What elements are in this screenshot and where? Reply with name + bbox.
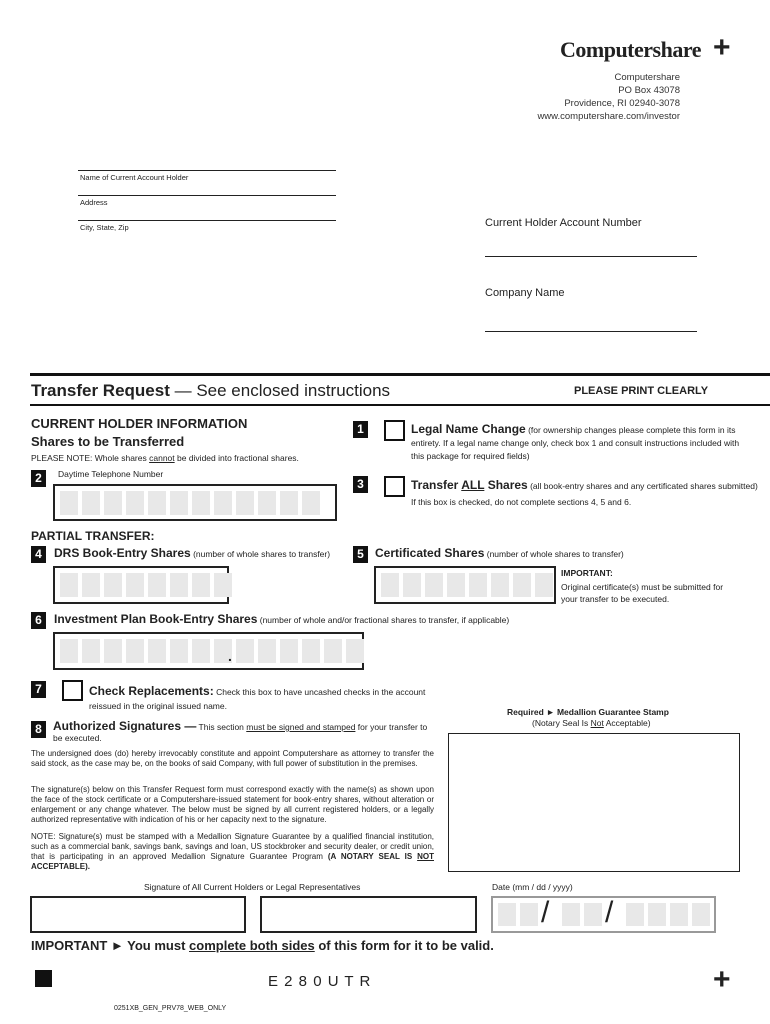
form-title bbox=[31, 381, 390, 401]
account-number-line[interactable] bbox=[485, 256, 697, 257]
address-line: www.computershare.com/investor bbox=[537, 111, 680, 122]
medallion-note-bold-u: NOT bbox=[417, 852, 434, 861]
drs-shares-title: DRS Book-Entry Shares bbox=[54, 546, 191, 560]
check-replacements-desc: Check this box to have uncashed checks in the account reissued in the original issued name. bbox=[89, 687, 426, 711]
investment-plan-desc: (number of whole and/or fractional shares to transfer, if applicable) bbox=[257, 615, 510, 625]
important-pre: IMPORTANT ► You must bbox=[31, 938, 190, 953]
signature-label: Signature of All Current Holders or Legal Representatives bbox=[144, 882, 361, 892]
digit-cell bbox=[170, 573, 188, 597]
current-holder-heading: CURRENT HOLDER INFORMATION bbox=[31, 416, 248, 431]
medallion-note-bold-pre: (A NOTARY SEAL IS bbox=[327, 852, 418, 861]
certificated-important-text: Original certificate(s) must be submitted for your transfer to be executed. bbox=[561, 582, 724, 604]
section-4-number: 4 bbox=[31, 546, 46, 563]
transfer-all-u: ALL bbox=[461, 478, 485, 492]
investment-plan-fraction-cells bbox=[236, 639, 364, 663]
medallion-note-bold-post: ACCEPTABLE). bbox=[31, 862, 90, 871]
digit-cell bbox=[302, 639, 320, 663]
appointment-paragraph: The undersigned does (do) hereby irrevocably constitute and appoint Computershare as attorney to transfer the said stock, as the case may be, on the books of said Company, with full power of substitution in the premises. bbox=[31, 749, 434, 768]
telephone-cells bbox=[60, 491, 320, 515]
section-3-number: 3 bbox=[353, 476, 368, 493]
fractional-note-post: be divided into fractional shares. bbox=[174, 453, 299, 463]
name-label: Name of Current Account Holder bbox=[80, 173, 189, 182]
digit-cell bbox=[170, 491, 188, 515]
digit-cell bbox=[670, 903, 688, 926]
digit-cell bbox=[498, 903, 516, 926]
digit-cell bbox=[562, 903, 580, 926]
address-label: Address bbox=[80, 198, 108, 207]
digit-cell bbox=[648, 903, 666, 926]
transfer-all-text bbox=[411, 478, 756, 492]
date-year-cells bbox=[626, 903, 710, 926]
digit-cell bbox=[82, 573, 100, 597]
decimal-point: . bbox=[228, 648, 232, 664]
digit-cell bbox=[403, 573, 421, 597]
date-month-cells bbox=[498, 903, 538, 926]
print-clearly: PLEASE PRINT CLEARLY bbox=[574, 385, 709, 397]
notary-not-acceptable bbox=[532, 718, 651, 728]
city-label: City, State, Zip bbox=[80, 223, 129, 232]
digit-cell bbox=[148, 639, 166, 663]
transfer-all-post: Shares bbox=[484, 478, 528, 492]
investment-plan-title: Investment Plan Book-Entry Shares bbox=[54, 612, 258, 626]
footer-small-code: 0251XB_GEN_PRV78_WEB_ONLY bbox=[114, 1005, 227, 1012]
form-title-rest: — See enclosed instructions bbox=[169, 381, 391, 400]
check-replacements-checkbox[interactable] bbox=[62, 680, 83, 701]
company-name-label: Company Name bbox=[485, 287, 565, 299]
date-slash-2: / bbox=[605, 896, 614, 929]
authorized-signatures-pre: This section bbox=[196, 722, 247, 732]
digit-cell bbox=[381, 573, 399, 597]
telephone-label: Daytime Telephone Number bbox=[58, 469, 164, 479]
important-post: of this form for it to be valid. bbox=[314, 938, 494, 953]
legal-name-change-title: Legal Name Change bbox=[411, 422, 526, 436]
notary-post: Acceptable) bbox=[603, 718, 651, 728]
form-code: E 2 8 0 U T R bbox=[268, 973, 372, 990]
drs-shares-desc: (number of whole shares to transfer) bbox=[190, 549, 331, 559]
digit-cell bbox=[302, 491, 320, 515]
digit-cell bbox=[236, 639, 254, 663]
transfer-all-note: If this box is checked, do not complete sections 4, 5 and 6. bbox=[411, 497, 632, 507]
digit-cell bbox=[425, 573, 443, 597]
digit-cell bbox=[148, 491, 166, 515]
digit-cell bbox=[520, 903, 538, 926]
authorized-signatures-text bbox=[53, 721, 438, 744]
form-title-bold: Transfer Request bbox=[31, 381, 170, 400]
address-line: Providence, RI 02940-3078 bbox=[564, 98, 680, 109]
section-6-number: 6 bbox=[31, 612, 46, 629]
digit-cell bbox=[280, 491, 298, 515]
authorized-signatures-post: for your transfer to be executed. bbox=[53, 722, 428, 743]
digit-cell bbox=[535, 573, 553, 597]
important-u: complete both sides bbox=[189, 938, 315, 953]
digit-cell bbox=[258, 639, 276, 663]
section-2-number: 2 bbox=[31, 470, 46, 487]
digit-cell bbox=[236, 491, 254, 515]
transfer-all-title bbox=[411, 478, 528, 492]
digit-cell bbox=[60, 573, 78, 597]
digit-cell bbox=[692, 903, 710, 926]
investment-plan-text bbox=[54, 612, 509, 626]
legal-name-change-checkbox[interactable] bbox=[384, 420, 405, 441]
authorized-signatures-title: Authorized Signatures — bbox=[53, 719, 197, 733]
digit-cell bbox=[60, 639, 78, 663]
transfer-all-pre: Transfer bbox=[411, 478, 462, 492]
authorized-signatures-u: must be signed and stamped bbox=[246, 722, 356, 732]
investment-plan-whole-cells bbox=[60, 639, 232, 663]
digit-cell bbox=[324, 639, 342, 663]
date-day-cells bbox=[562, 903, 602, 926]
digit-cell bbox=[192, 491, 210, 515]
name-line[interactable] bbox=[78, 170, 336, 171]
digit-cell bbox=[258, 491, 276, 515]
company-address bbox=[537, 71, 680, 123]
digit-cell bbox=[280, 639, 298, 663]
registration-square bbox=[35, 970, 52, 987]
digit-cell bbox=[126, 639, 144, 663]
digit-cell bbox=[447, 573, 465, 597]
certificated-shares-text bbox=[375, 546, 624, 560]
city-line[interactable] bbox=[78, 220, 336, 221]
fractional-note-u: cannot bbox=[149, 453, 175, 463]
digit-cell bbox=[104, 639, 122, 663]
digit-cell bbox=[469, 573, 487, 597]
address-line-field[interactable] bbox=[78, 195, 336, 196]
title-rule-top bbox=[30, 373, 770, 376]
digit-cell bbox=[491, 573, 509, 597]
address-line: PO Box 43078 bbox=[618, 85, 680, 96]
medallion-note-paragraph bbox=[31, 832, 434, 872]
section-5-number: 5 bbox=[353, 546, 368, 563]
current-holder-subheading: Shares to be Transferred bbox=[31, 434, 185, 449]
certificated-shares-desc: (number of whole shares to transfer) bbox=[484, 549, 624, 559]
section-8-number: 8 bbox=[31, 721, 46, 738]
registration-mark-top: + bbox=[713, 31, 731, 64]
medallion-stamp-box[interactable] bbox=[448, 733, 740, 872]
medallion-note-text: NOTE: Signature(s) must be stamped with a Medallion Signature Guarantee by a qualified financial institution, such as a commercial bank, savings bank, savings and loan, US stockbroker and security dealer, or credit union, that is participating in an approved Medallion Signature Guarantee Program bbox=[31, 832, 434, 861]
date-slash-1: / bbox=[541, 896, 550, 929]
section-7-number: 7 bbox=[31, 681, 46, 698]
certificated-shares-title: Certificated Shares bbox=[375, 546, 485, 560]
digit-cell bbox=[626, 903, 644, 926]
digit-cell bbox=[346, 639, 364, 663]
medallion-required-label: Required ► Medallion Guarantee Stamp bbox=[507, 707, 669, 717]
certificated-important-label: IMPORTANT: bbox=[561, 568, 613, 578]
digit-cell bbox=[82, 491, 100, 515]
section-1-number: 1 bbox=[353, 421, 368, 438]
partial-transfer-heading: PARTIAL TRANSFER: bbox=[31, 529, 155, 543]
fractional-note bbox=[31, 453, 299, 463]
computershare-logo: Computershare bbox=[560, 37, 701, 62]
digit-cell bbox=[192, 639, 210, 663]
company-name-line[interactable] bbox=[485, 331, 697, 332]
signature-match-paragraph: The signature(s) below on this Transfer Request form must correspond exactly with the name(s) as shown upon the face of the stock certificate or a Computershare-issued statement for book-entry shares, without alteration or enlargement or any change whatever. The below must be signed by all current registered holders, or a legally authorized representative with indication of his or her capacity next to the signature. bbox=[31, 785, 434, 824]
signature-box-1[interactable] bbox=[30, 896, 246, 933]
certificated-shares-cells bbox=[381, 573, 553, 597]
transfer-all-checkbox[interactable] bbox=[384, 476, 405, 497]
digit-cell bbox=[126, 573, 144, 597]
title-rule-bottom bbox=[30, 404, 770, 406]
drs-shares-cells bbox=[60, 573, 232, 597]
digit-cell bbox=[214, 491, 232, 515]
digit-cell bbox=[192, 573, 210, 597]
signature-box-2[interactable] bbox=[260, 896, 477, 933]
check-replacements-title: Check Replacements: bbox=[89, 684, 214, 698]
check-replacements-text bbox=[89, 684, 434, 713]
digit-cell bbox=[214, 573, 232, 597]
address-line: Computershare bbox=[614, 72, 680, 83]
digit-cell bbox=[513, 573, 531, 597]
digit-cell bbox=[82, 639, 100, 663]
important-notice bbox=[31, 938, 494, 953]
digit-cell bbox=[104, 491, 122, 515]
legal-name-change-desc: (for ownership changes please complete this form in its entirety. If a legal name change only, check box 1 and consult instructions included with this package for required fields) bbox=[411, 425, 740, 461]
digit-cell bbox=[60, 491, 78, 515]
digit-cell bbox=[104, 573, 122, 597]
account-number-label: Current Holder Account Number bbox=[485, 217, 642, 229]
legal-name-change-text bbox=[411, 423, 746, 463]
digit-cell bbox=[170, 639, 188, 663]
date-label: Date (mm / dd / yyyy) bbox=[492, 882, 573, 892]
digit-cell bbox=[584, 903, 602, 926]
notary-u: Not bbox=[590, 718, 604, 728]
drs-shares-text bbox=[54, 546, 330, 560]
registration-mark-bottom: + bbox=[713, 963, 731, 996]
digit-cell bbox=[148, 573, 166, 597]
digit-cell bbox=[126, 491, 144, 515]
notary-pre: (Notary Seal Is bbox=[532, 718, 591, 728]
transfer-all-desc: (all book-entry shares and any certificated shares submitted) bbox=[527, 481, 758, 491]
fractional-note-pre: PLEASE NOTE: Whole shares bbox=[31, 453, 150, 463]
